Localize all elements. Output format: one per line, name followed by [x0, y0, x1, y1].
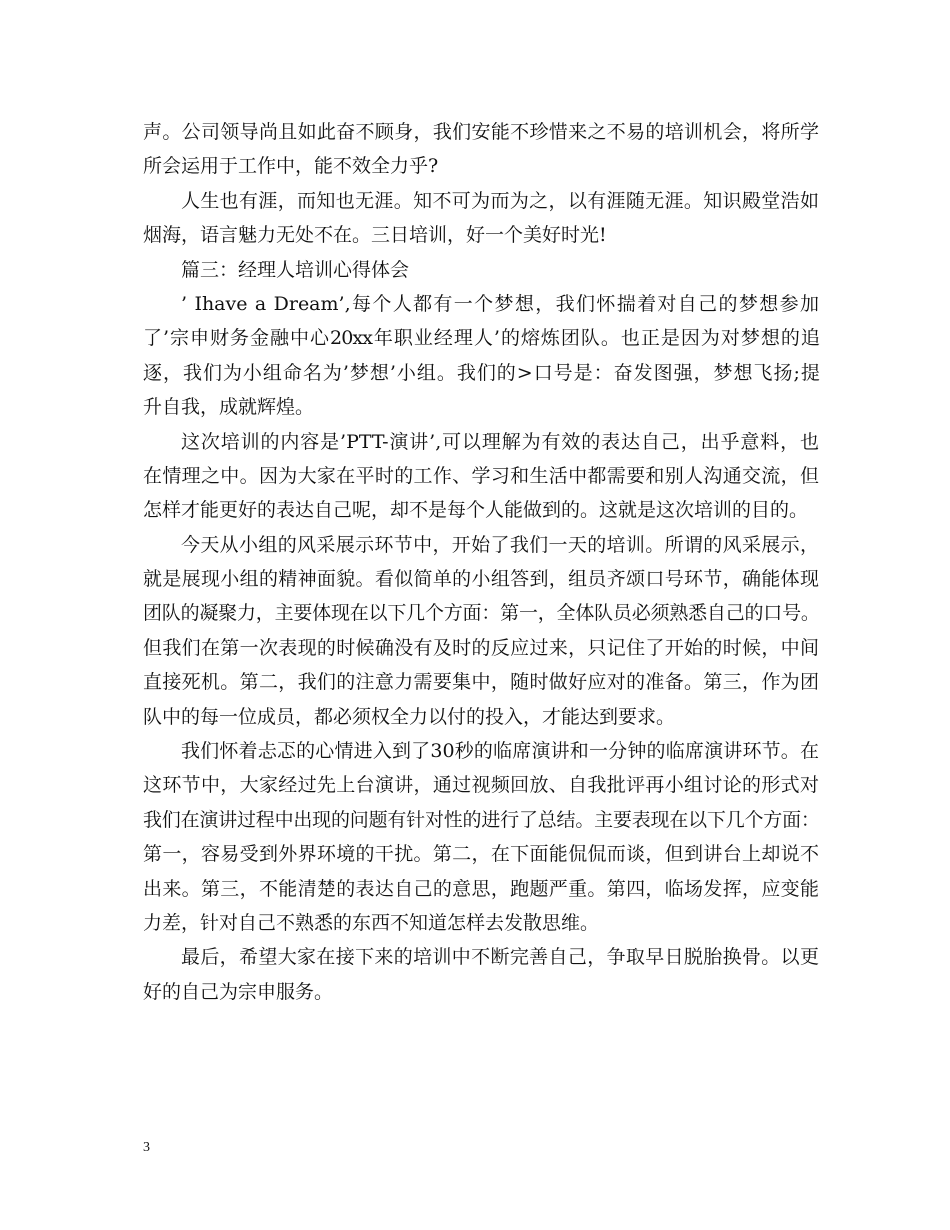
text-line: 所会运用于工作中，能不效全力乎? — [143, 155, 439, 178]
text-line: 今天从小组的风采展示环节中，开始了我们一天的培训。所谓的风采展示， — [181, 533, 819, 556]
text-line: 就是展现小组的精神面貌。看似简单的小组答到，组员齐颂口号环节，确能体现 — [143, 568, 819, 591]
text-line: 但我们在第一次表现的时候确没有及时的反应过来，只记住了开始的时候，中间 — [143, 636, 819, 659]
text-line: 这次培训的内容是’PTT-演讲’,可以理解为有效的表达自己，出乎意料，也 — [181, 430, 819, 453]
text-line: 在情理之中。因为大家在平时的工作、学习和生活中都需要和别人沟通交流，但 — [143, 464, 819, 487]
text-line: 好的自己为宗申服务。 — [143, 980, 334, 1003]
text-line: 力差，针对自己不熟悉的东西不知道怎样去发散思维。 — [143, 911, 600, 934]
text-line: 最后，希望大家在接下来的培训中不断完善自己，争取早日脱胎换骨。以更 — [181, 946, 819, 969]
text-line: 队中的每一位成员，都必须权全力以付的投入，才能达到要求。 — [143, 705, 676, 728]
text-line: 升自我，成就辉煌。 — [143, 396, 315, 419]
text-line: 烟海，语言魅力无处不在。三日培训，好一个美好时光! — [143, 224, 607, 247]
document-body — [143, 115, 819, 1009]
text-line: 我们怀着忐忑的心情进入到了30秒的临席演讲和一分钟的临席演讲环节。在 — [181, 740, 819, 763]
text-line: 直接死机。第二，我们的注意力需要集中，随时做好应对的准备。第三，作为团 — [143, 671, 819, 694]
text-line: 怎样才能更好的表达自己呢，却不是每个人能做到的。这就是这次培训的目的。 — [143, 499, 809, 522]
text-line: ’ Ihave a Dream’,每个人都有一个梦想，我们怀揣着对自己的梦想参加 — [181, 292, 819, 315]
text-line: 这环节中，大家经过先上台演讲，通过视频回放、自我批评再小组讨论的形式对 — [143, 774, 819, 797]
text-line: 声。公司领导尚且如此奋不顾身，我们安能不珍惜来之不易的培训机会，将所学 — [143, 121, 819, 143]
section-heading: 篇三：经理人培训心得体会 — [181, 258, 410, 281]
text-line: 团队的凝聚力，主要体现在以下几个方面：第一，全体队员必须熟悉自己的口号。 — [143, 602, 819, 625]
text-line: 第一，容易受到外界环境的干扰。第二，在下面能侃侃而谈，但到讲台上却说不 — [143, 843, 819, 866]
text-line: 出来。第三，不能清楚的表达自己的意思，跑题严重。第四，临场发挥，应变能 — [143, 877, 819, 900]
text-line: 人生也有涯，而知也无涯。知不可为而为之，以有涯随无涯。知识殿堂浩如 — [181, 189, 819, 212]
text-line: 逐，我们为小组命名为’梦想’小组。我们的>口号是：奋发图强，梦想飞扬;提 — [143, 361, 819, 384]
text-line: 了’宗申财务金融中心20xx年职业经理人’的熔炼团队。也正是因为对梦想的追 — [143, 327, 819, 350]
page-number: 3 — [143, 1140, 150, 1155]
text-line: 我们在演讲过程中出现的问题有针对性的进行了总结。主要表现在以下几个方面： — [143, 808, 819, 831]
